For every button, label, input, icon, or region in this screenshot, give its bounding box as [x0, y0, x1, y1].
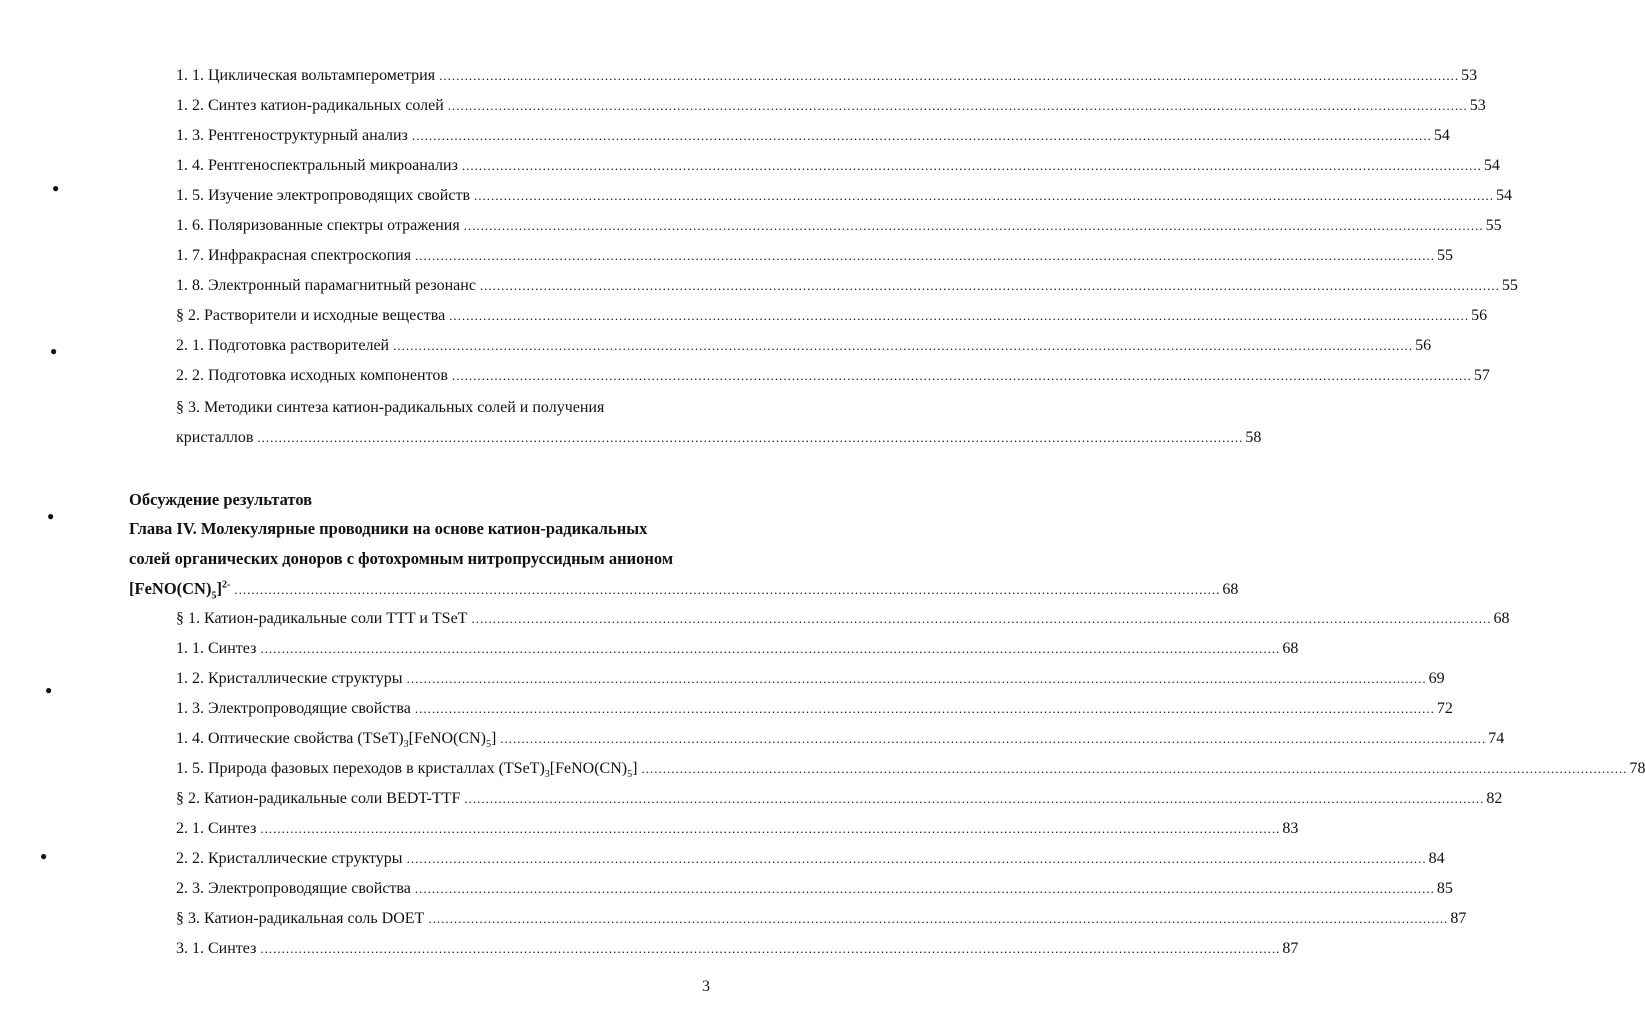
scan-speck: ●	[40, 849, 48, 863]
page-ref: 55	[1437, 247, 1454, 264]
dot-leader: ................................................................................................................................................................................................................................................	[479, 278, 1500, 293]
toc-entry: 1. 1. Синтез ................................................................................................................................................................................................................................................ 68	[176, 640, 1299, 657]
discussion-heading: Обсуждение результатов	[129, 490, 313, 509]
page-ref: 68	[1222, 581, 1239, 598]
dot-leader: ................................................................................................................................................................................................................................................	[428, 911, 1449, 926]
scan-speck: ●	[45, 683, 53, 697]
dot-leader: ................................................................................................................................................................................................................................................	[474, 188, 1495, 203]
dot-leader: ................................................................................................................................................................................................................................................	[260, 821, 1281, 836]
toc-entry: 2. 1. Синтез ................................................................................................................................................................................................................................................ 83	[176, 820, 1299, 837]
dot-leader: ................................................................................................................................................................................................................................................	[447, 98, 1468, 113]
toc-entry: 1. 5. Изучение электропроводящих свойств ................................................................................................................................................................................................................................................ 54	[176, 187, 1513, 204]
toc-entry: § 2. Катион-радикальные соли BEDT-TTF ................................................................................................................................................................................................................................................ 82	[176, 790, 1503, 807]
page-ref: 78	[1629, 760, 1645, 777]
page-ref: 57	[1473, 367, 1490, 384]
dot-leader: ........................................................................................................................................................................................................................................	[500, 731, 1487, 746]
dot-leader: ................................................................................................................................................................................................................................................	[471, 611, 1492, 626]
toc-entry: 1. 4. Рентгеноспектральный микроанализ ................................................................................................................................................................................................................................................ 54	[176, 157, 1500, 174]
chapter4-formula-entry	[129, 579, 1239, 602]
dot-leader: ................................................................................................................................................................................................................................................	[449, 308, 1470, 323]
page-ref: 55	[1485, 217, 1502, 234]
toc-entry-phase: 1. 5. Природа фазовых переходов в кристаллах $(TSeT)_3[FeNO(CN)_5]$ ........................................................................................................................................................................................................................................ 78	[176, 760, 1645, 781]
dot-leader: ................................................................................................................................................................................................................................................	[439, 68, 1460, 83]
page-ref: 54	[1483, 157, 1500, 174]
scan-speck: ●	[50, 344, 58, 358]
page-number: 3	[702, 978, 710, 995]
page-ref: 53	[1461, 67, 1478, 84]
page-ref: 68	[1493, 610, 1510, 627]
dot-leader: ................................................................................................................................................................................................................................................	[464, 791, 1485, 806]
page-ref: 83	[1282, 820, 1299, 837]
dot-leader: ................................................................................................................................................................................................................................................	[461, 158, 1482, 173]
dot-leader: ................................................................................................................................................................................................................................................	[415, 248, 1436, 263]
toc-entry-section3-line1: § 3. Методики синтеза катион-радикальных солей и получения	[176, 399, 605, 416]
toc-entry: 2. 2. Подготовка исходных компонентов ................................................................................................................................................................................................................................................ 57	[176, 367, 1490, 384]
dot-leader: ................................................................................................................................................................................................................................................	[411, 128, 1432, 143]
chapter4-title-line2: солей органических доноров с фотохромным нитропруссидным анионом	[129, 549, 674, 568]
toc-entry: 3. 1. Синтез ................................................................................................................................................................................................................................................ 87	[176, 940, 1299, 957]
toc-entry: 1. 2. Кристаллические структуры ................................................................................................................................................................................................................................................ 69	[176, 670, 1445, 687]
dot-leader: ........................................................................................................................................................................................................................................	[641, 761, 1628, 776]
dot-leader: ........................................................................................................................................................................................................................................	[257, 430, 1244, 445]
page-ref: 53	[1469, 97, 1486, 114]
page-ref: 74	[1488, 730, 1505, 747]
dot-leader: ................................................................................................................................................................................................................................................	[260, 941, 1281, 956]
toc-entry: 2. 3. Электропроводящие свойства ................................................................................................................................................................................................................................................ 85	[176, 880, 1453, 897]
page-ref: 87	[1450, 910, 1467, 927]
dot-leader: ........................................................................................................................................................................................................................................	[234, 582, 1221, 597]
toc-entry: 1. 8. Электронный парамагнитный резонанс ................................................................................................................................................................................................................................................ 55	[176, 277, 1518, 294]
toc-entry: 1. 6. Поляризованные спектры отражения ................................................................................................................................................................................................................................................ 55	[176, 217, 1502, 234]
page-ref: 58	[1245, 429, 1262, 446]
dot-leader: ................................................................................................................................................................................................................................................	[406, 671, 1427, 686]
page-ref: 72	[1436, 700, 1453, 717]
toc-entry: 2. 1. Подготовка растворителей ................................................................................................................................................................................................................................................ 56	[176, 337, 1432, 354]
page-ref: 68	[1282, 640, 1299, 657]
chapter4-title-line1: Глава IV. Молекулярные проводники на основе катион-радикальных	[129, 519, 648, 538]
dot-leader: ................................................................................................................................................................................................................................................	[406, 851, 1427, 866]
page-ref: 87	[1282, 940, 1299, 957]
toc-entry: 1. 3. Электропроводящие свойства ................................................................................................................................................................................................................................................ 72	[176, 700, 1453, 717]
page-ref: 56	[1415, 337, 1432, 354]
chapter4-formula: $[FeNO(CN)_5]^{2-}$	[129, 579, 231, 602]
page-ref: 82	[1486, 790, 1503, 807]
scan-speck: ●	[47, 509, 55, 523]
toc-entry: § 2. Растворители и исходные вещества ................................................................................................................................................................................................................................................ 56	[176, 307, 1488, 324]
toc-entry: § 1. Катион-радикальные соли TTT и TSeT ................................................................................................................................................................................................................................................ 68	[176, 610, 1510, 627]
scan-speck: ●	[52, 181, 60, 195]
dot-leader: ................................................................................................................................................................................................................................................	[393, 338, 1414, 353]
page-ref: 54	[1496, 187, 1513, 204]
toc-entry-optical: 1. 4. Оптические свойства $(TSeT)_3[FeNO(CN)_5]$ ........................................................................................................................................................................................................................................ 74	[176, 730, 1505, 751]
page-ref: 84	[1428, 850, 1445, 867]
dot-leader: ................................................................................................................................................................................................................................................	[260, 641, 1281, 656]
page-ref: 69	[1428, 670, 1445, 687]
page-ref: 55	[1501, 277, 1518, 294]
dot-leader: ................................................................................................................................................................................................................................................	[414, 701, 1435, 716]
dot-leader: ................................................................................................................................................................................................................................................	[463, 218, 1484, 233]
toc-entry: 1. 7. Инфракрасная спектроскопия ................................................................................................................................................................................................................................................ 55	[176, 247, 1454, 264]
toc-entry: § 3. Катион-радикальная соль DOET ................................................................................................................................................................................................................................................ 87	[176, 910, 1467, 927]
page-ref: 56	[1471, 307, 1488, 324]
toc-entry: 1. 3. Рентгеноструктурный анализ ................................................................................................................................................................................................................................................ 54	[176, 127, 1450, 144]
dot-leader: ................................................................................................................................................................................................................................................	[414, 881, 1435, 896]
toc-entry: 1. 1. Циклическая вольтамперометрия ................................................................................................................................................................................................................................................ 53	[176, 67, 1478, 84]
toc-entry-section3: кристаллов ........................................................................................................................................................................................................................................ 58	[176, 429, 1262, 446]
toc-entry: 2. 2. Кристаллические структуры ................................................................................................................................................................................................................................................ 84	[176, 850, 1445, 867]
dot-leader: ................................................................................................................................................................................................................................................	[451, 368, 1472, 383]
page-ref: 54	[1433, 127, 1450, 144]
page-ref: 85	[1436, 880, 1453, 897]
toc-entry: 1. 2. Синтез катион-радикальных солей ................................................................................................................................................................................................................................................ 53	[176, 97, 1486, 114]
